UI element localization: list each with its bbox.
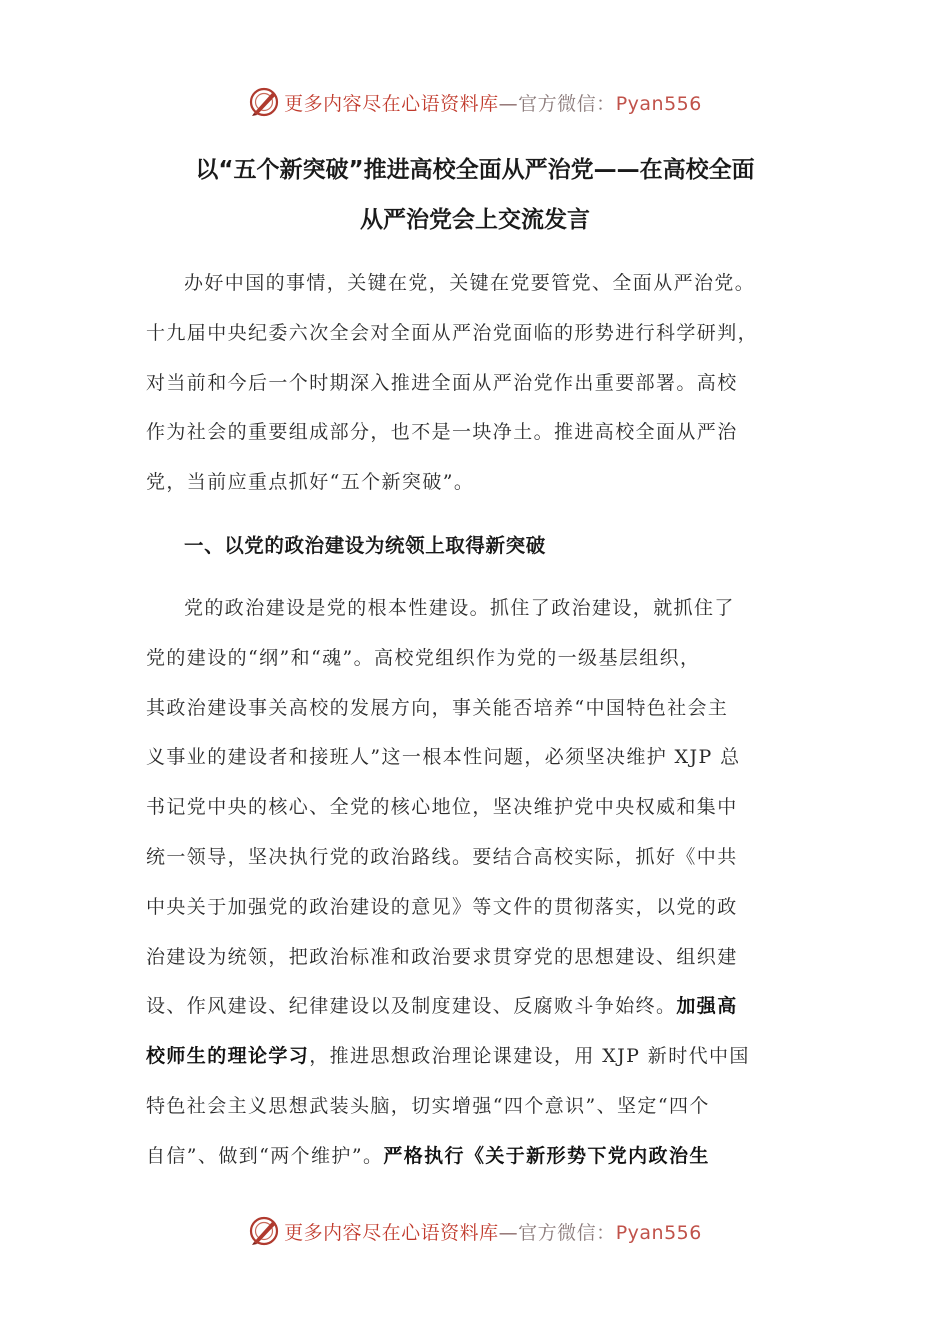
watermark-text	[284, 89, 702, 116]
section-line: 特色社会主义思想武装头脑，切实增强“四个意识”、坚定“四个	[146, 1094, 710, 1117]
watermark-wechat-id: Pyan556	[615, 1221, 702, 1244]
section-line: 党的政治建设是党的根本性建设。抓住了政治建设，就抓住了	[184, 597, 735, 619]
section-text: 自信”、做到“两个维护”。	[146, 1144, 384, 1167]
section-line	[146, 1132, 806, 1182]
section-line: 治建设为统领，把政治标准和政治要求贯穿党的思想建设、组织建	[146, 945, 738, 968]
document-title-line-1: 以“五个新突破”推进高校全面从严治党——在高校全面	[195, 157, 755, 183]
bold-emphasis: 严格执行《关于新形势下党内政治生	[383, 1144, 710, 1167]
section-line: 统一领导，坚决执行党的政治路线。要结合高校实际，抓好《中共	[146, 845, 738, 868]
section-line	[146, 982, 806, 1032]
intro-line: 作为社会的重要组成部分，也不是一块净土。推进高校全面从严治	[146, 421, 738, 444]
watermark-label: 官方微信：	[518, 92, 616, 115]
intro-line: 党，当前应重点抓好“五个新突破”。	[146, 471, 475, 494]
watermark-label: 官方微信：	[518, 1221, 616, 1244]
intro-paragraph	[146, 259, 806, 508]
section-line: 书记党中央的核心、全党的核心地位，坚决维护党中央权威和集中	[146, 796, 738, 819]
section-1-paragraph	[146, 584, 806, 1182]
bold-emphasis: 校师生的理论学习	[146, 1045, 310, 1068]
intro-line: 办好中国的事情，关键在党，关键在党要管党、全面从严治党。	[184, 272, 756, 294]
pen-logo-icon	[248, 86, 280, 118]
section-line	[146, 1032, 806, 1082]
watermark-wechat-id: Pyan556	[615, 92, 702, 115]
section-text: ，推进思想政治理论课建设，用 XJP 新时代中国	[309, 1045, 750, 1068]
intro-line: 十九届中央纪委六次全会对全面从严治党面临的形势进行科学研判，	[146, 321, 759, 344]
watermark-header	[0, 82, 950, 122]
section-line: 中央关于加强党的政治建设的意见》等文件的贯彻落实，以党的政	[146, 895, 738, 918]
intro-line: 对当前和今后一个时期深入推进全面从严治党作出重要部署。高校	[146, 371, 738, 394]
bold-emphasis: 加强高	[676, 995, 738, 1018]
section-line: 党的建设的“纲”和“魂”。高校党组织作为党的一级基层组织，	[146, 646, 701, 669]
section-line: 其政治建设事关高校的发展方向，事关能否培养“中国特色社会主	[146, 696, 729, 719]
watermark-site: 更多内容尽在心语资料库	[284, 1221, 499, 1244]
section-line: 义事业的建设者和接班人”这一根本性问题，必须坚决维护 XJP 总	[146, 746, 741, 769]
watermark-site: 更多内容尽在心语资料库	[284, 92, 499, 115]
watermark-separator: —	[498, 1221, 519, 1244]
section-1-heading: 一、以党的政治建设为统领上取得新突破	[184, 534, 546, 557]
watermark-separator: —	[498, 92, 519, 115]
document-title-line-2: 从严治党会上交流发言	[360, 207, 590, 233]
pen-logo-icon	[248, 1215, 280, 1247]
section-text: 设、作风建设、纪律建设以及制度建设、反腐败斗争始终。	[146, 995, 677, 1018]
watermark-footer	[0, 1211, 950, 1251]
watermark-text	[284, 1218, 702, 1245]
